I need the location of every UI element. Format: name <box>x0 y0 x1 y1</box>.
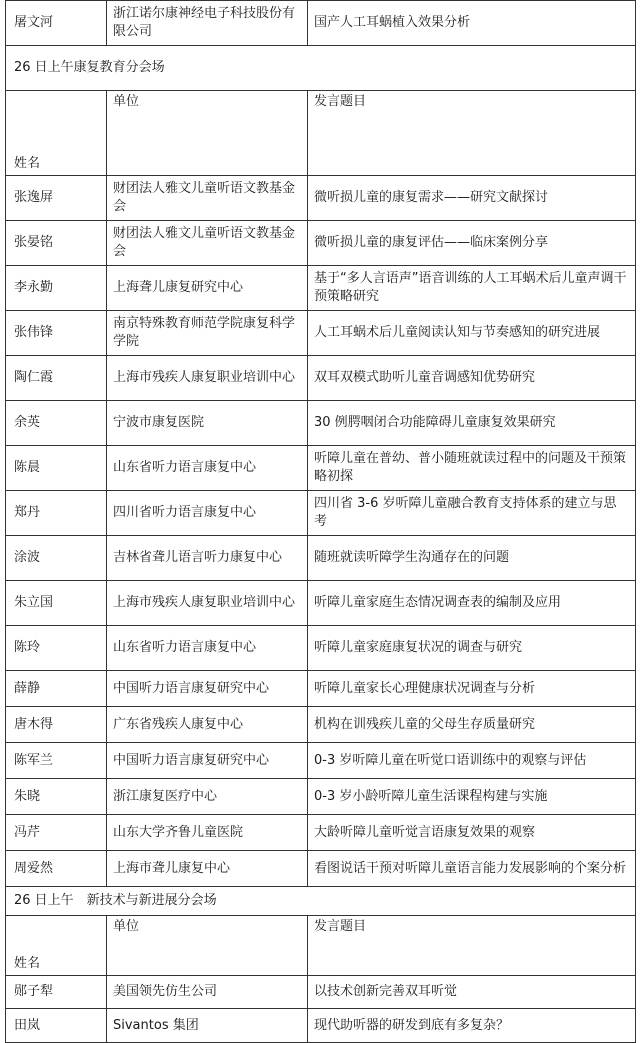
table-body <box>6 1 636 1043</box>
speaker-unit: 财团法人雅文儿童听语文教基金会 <box>107 176 308 221</box>
talk-topic: 以技术创新完善双耳听觉 <box>308 976 636 1009</box>
header-row <box>6 916 636 976</box>
speaker-unit: 广东省残疾人康复中心 <box>107 707 308 743</box>
unit-column-header: 单位 <box>107 91 308 176</box>
speaker-name: 张伟锋 <box>6 311 107 356</box>
section-title: 26 日上午康复教育分会场 <box>6 46 636 91</box>
name-column-header: 姓名 <box>6 91 107 176</box>
session-schedule-table <box>5 0 636 1043</box>
talk-topic: 听障儿童家长心理健康状况调查与分析 <box>308 671 636 707</box>
speaker-name: 李永勤 <box>6 266 107 311</box>
table-row <box>6 815 636 851</box>
speaker-name: 陈晨 <box>6 446 107 491</box>
speaker-name: 张晏铭 <box>6 221 107 266</box>
speaker-name: 郧子犁 <box>6 976 107 1009</box>
table-row <box>6 311 636 356</box>
speaker-name: 朱晓 <box>6 779 107 815</box>
talk-topic: 30 例腭咽闭合功能障碍儿童康复效果研究 <box>308 401 636 446</box>
speaker-name: 屠文河 <box>6 1 107 46</box>
talk-topic: 双耳双模式助听儿童音调感知优势研究 <box>308 356 636 401</box>
speaker-unit: 上海市聋儿康复中心 <box>107 851 308 887</box>
table-row <box>6 779 636 815</box>
topic-column-header: 发言题目 <box>308 91 636 176</box>
table-row <box>6 626 636 671</box>
speaker-unit: 山东省听力语言康复中心 <box>107 446 308 491</box>
speaker-unit: 吉林省聋儿语言听力康复中心 <box>107 536 308 581</box>
speaker-unit: 宁波市康复医院 <box>107 401 308 446</box>
speaker-name: 涂波 <box>6 536 107 581</box>
section-title: 26 日上午 新技术与新进展分会场 <box>6 887 636 916</box>
table-row <box>6 671 636 707</box>
talk-topic: 微听损儿童的康复评估——临床案例分享 <box>308 221 636 266</box>
talk-topic: 国产人工耳蜗植入效果分析 <box>308 1 636 46</box>
talk-topic: 听障儿童家庭康复状况的调查与研究 <box>308 626 636 671</box>
speaker-name: 冯芹 <box>6 815 107 851</box>
table-row <box>6 356 636 401</box>
speaker-unit: 浙江诺尔康神经电子科技股份有限公司 <box>107 1 308 46</box>
talk-topic: 微听损儿童的康复需求——研究文献探讨 <box>308 176 636 221</box>
table-row <box>6 1 636 46</box>
table-row <box>6 743 636 779</box>
table-row <box>6 176 636 221</box>
unit-column-header: 单位 <box>107 916 308 976</box>
speaker-unit: 中国听力语言康复研究中心 <box>107 743 308 779</box>
section-title-row <box>6 887 636 916</box>
speaker-name: 陈军兰 <box>6 743 107 779</box>
speaker-unit: 四川省听力语言康复中心 <box>107 491 308 536</box>
speaker-unit: 上海聋儿康复研究中心 <box>107 266 308 311</box>
speaker-name: 郑丹 <box>6 491 107 536</box>
talk-topic: 看图说话干预对听障儿童语言能力发展影响的个案分析 <box>308 851 636 887</box>
table-row <box>6 446 636 491</box>
speaker-name: 朱立国 <box>6 581 107 626</box>
talk-topic: 现代助听器的研发到底有多复杂？ <box>308 1009 636 1043</box>
speaker-unit: 美国领先仿生公司 <box>107 976 308 1009</box>
table-row <box>6 581 636 626</box>
speaker-unit: 南京特殊教育师范学院康复科学学院 <box>107 311 308 356</box>
speaker-unit: 财团法人雅文儿童听语文教基金会 <box>107 221 308 266</box>
speaker-name: 陶仁霞 <box>6 356 107 401</box>
talk-topic: 0-3 岁听障儿童在听觉口语训练中的观察与评估 <box>308 743 636 779</box>
table-row <box>6 536 636 581</box>
speaker-name: 周爱然 <box>6 851 107 887</box>
speaker-name: 薛静 <box>6 671 107 707</box>
speaker-unit: 上海市残疾人康复职业培训中心 <box>107 356 308 401</box>
table-row <box>6 401 636 446</box>
header-row <box>6 91 636 176</box>
speaker-unit: 山东省听力语言康复中心 <box>107 626 308 671</box>
speaker-unit: 浙江康复医疗中心 <box>107 779 308 815</box>
speaker-unit: 上海市残疾人康复职业培训中心 <box>107 581 308 626</box>
name-column-header: 姓名 <box>6 916 107 976</box>
topic-column-header: 发言题目 <box>308 916 636 976</box>
speaker-name: 唐木得 <box>6 707 107 743</box>
table-row <box>6 976 636 1009</box>
talk-topic: 基于“多人言语声”语音训练的人工耳蜗术后儿童声调干预策略研究 <box>308 266 636 311</box>
speaker-unit: Sivantos 集团 <box>107 1009 308 1043</box>
section-title-row <box>6 46 636 91</box>
speaker-name: 余英 <box>6 401 107 446</box>
table-row <box>6 1009 636 1043</box>
speaker-name: 张逸屏 <box>6 176 107 221</box>
speaker-unit: 中国听力语言康复研究中心 <box>107 671 308 707</box>
speaker-name: 陈玲 <box>6 626 107 671</box>
talk-topic: 四川省 3-6 岁听障儿童融合教育支持体系的建立与思考 <box>308 491 636 536</box>
table-row <box>6 221 636 266</box>
talk-topic: 0-3 岁小龄听障儿童生活课程构建与实施 <box>308 779 636 815</box>
speaker-unit: 山东大学齐鲁儿童医院 <box>107 815 308 851</box>
table-row <box>6 266 636 311</box>
table-row <box>6 851 636 887</box>
talk-topic: 大龄听障儿童听觉言语康复效果的观察 <box>308 815 636 851</box>
talk-topic: 机构在训残疾儿童的父母生存质量研究 <box>308 707 636 743</box>
talk-topic: 听障儿童在普幼、普小随班就读过程中的问题及干预策略初探 <box>308 446 636 491</box>
table-row <box>6 707 636 743</box>
talk-topic: 人工耳蜗术后儿童阅读认知与节奏感知的研究进展 <box>308 311 636 356</box>
talk-topic: 随班就读听障学生沟通存在的问题 <box>308 536 636 581</box>
talk-topic: 听障儿童家庭生态情况调查表的编制及应用 <box>308 581 636 626</box>
speaker-name: 田岚 <box>6 1009 107 1043</box>
table-row <box>6 491 636 536</box>
